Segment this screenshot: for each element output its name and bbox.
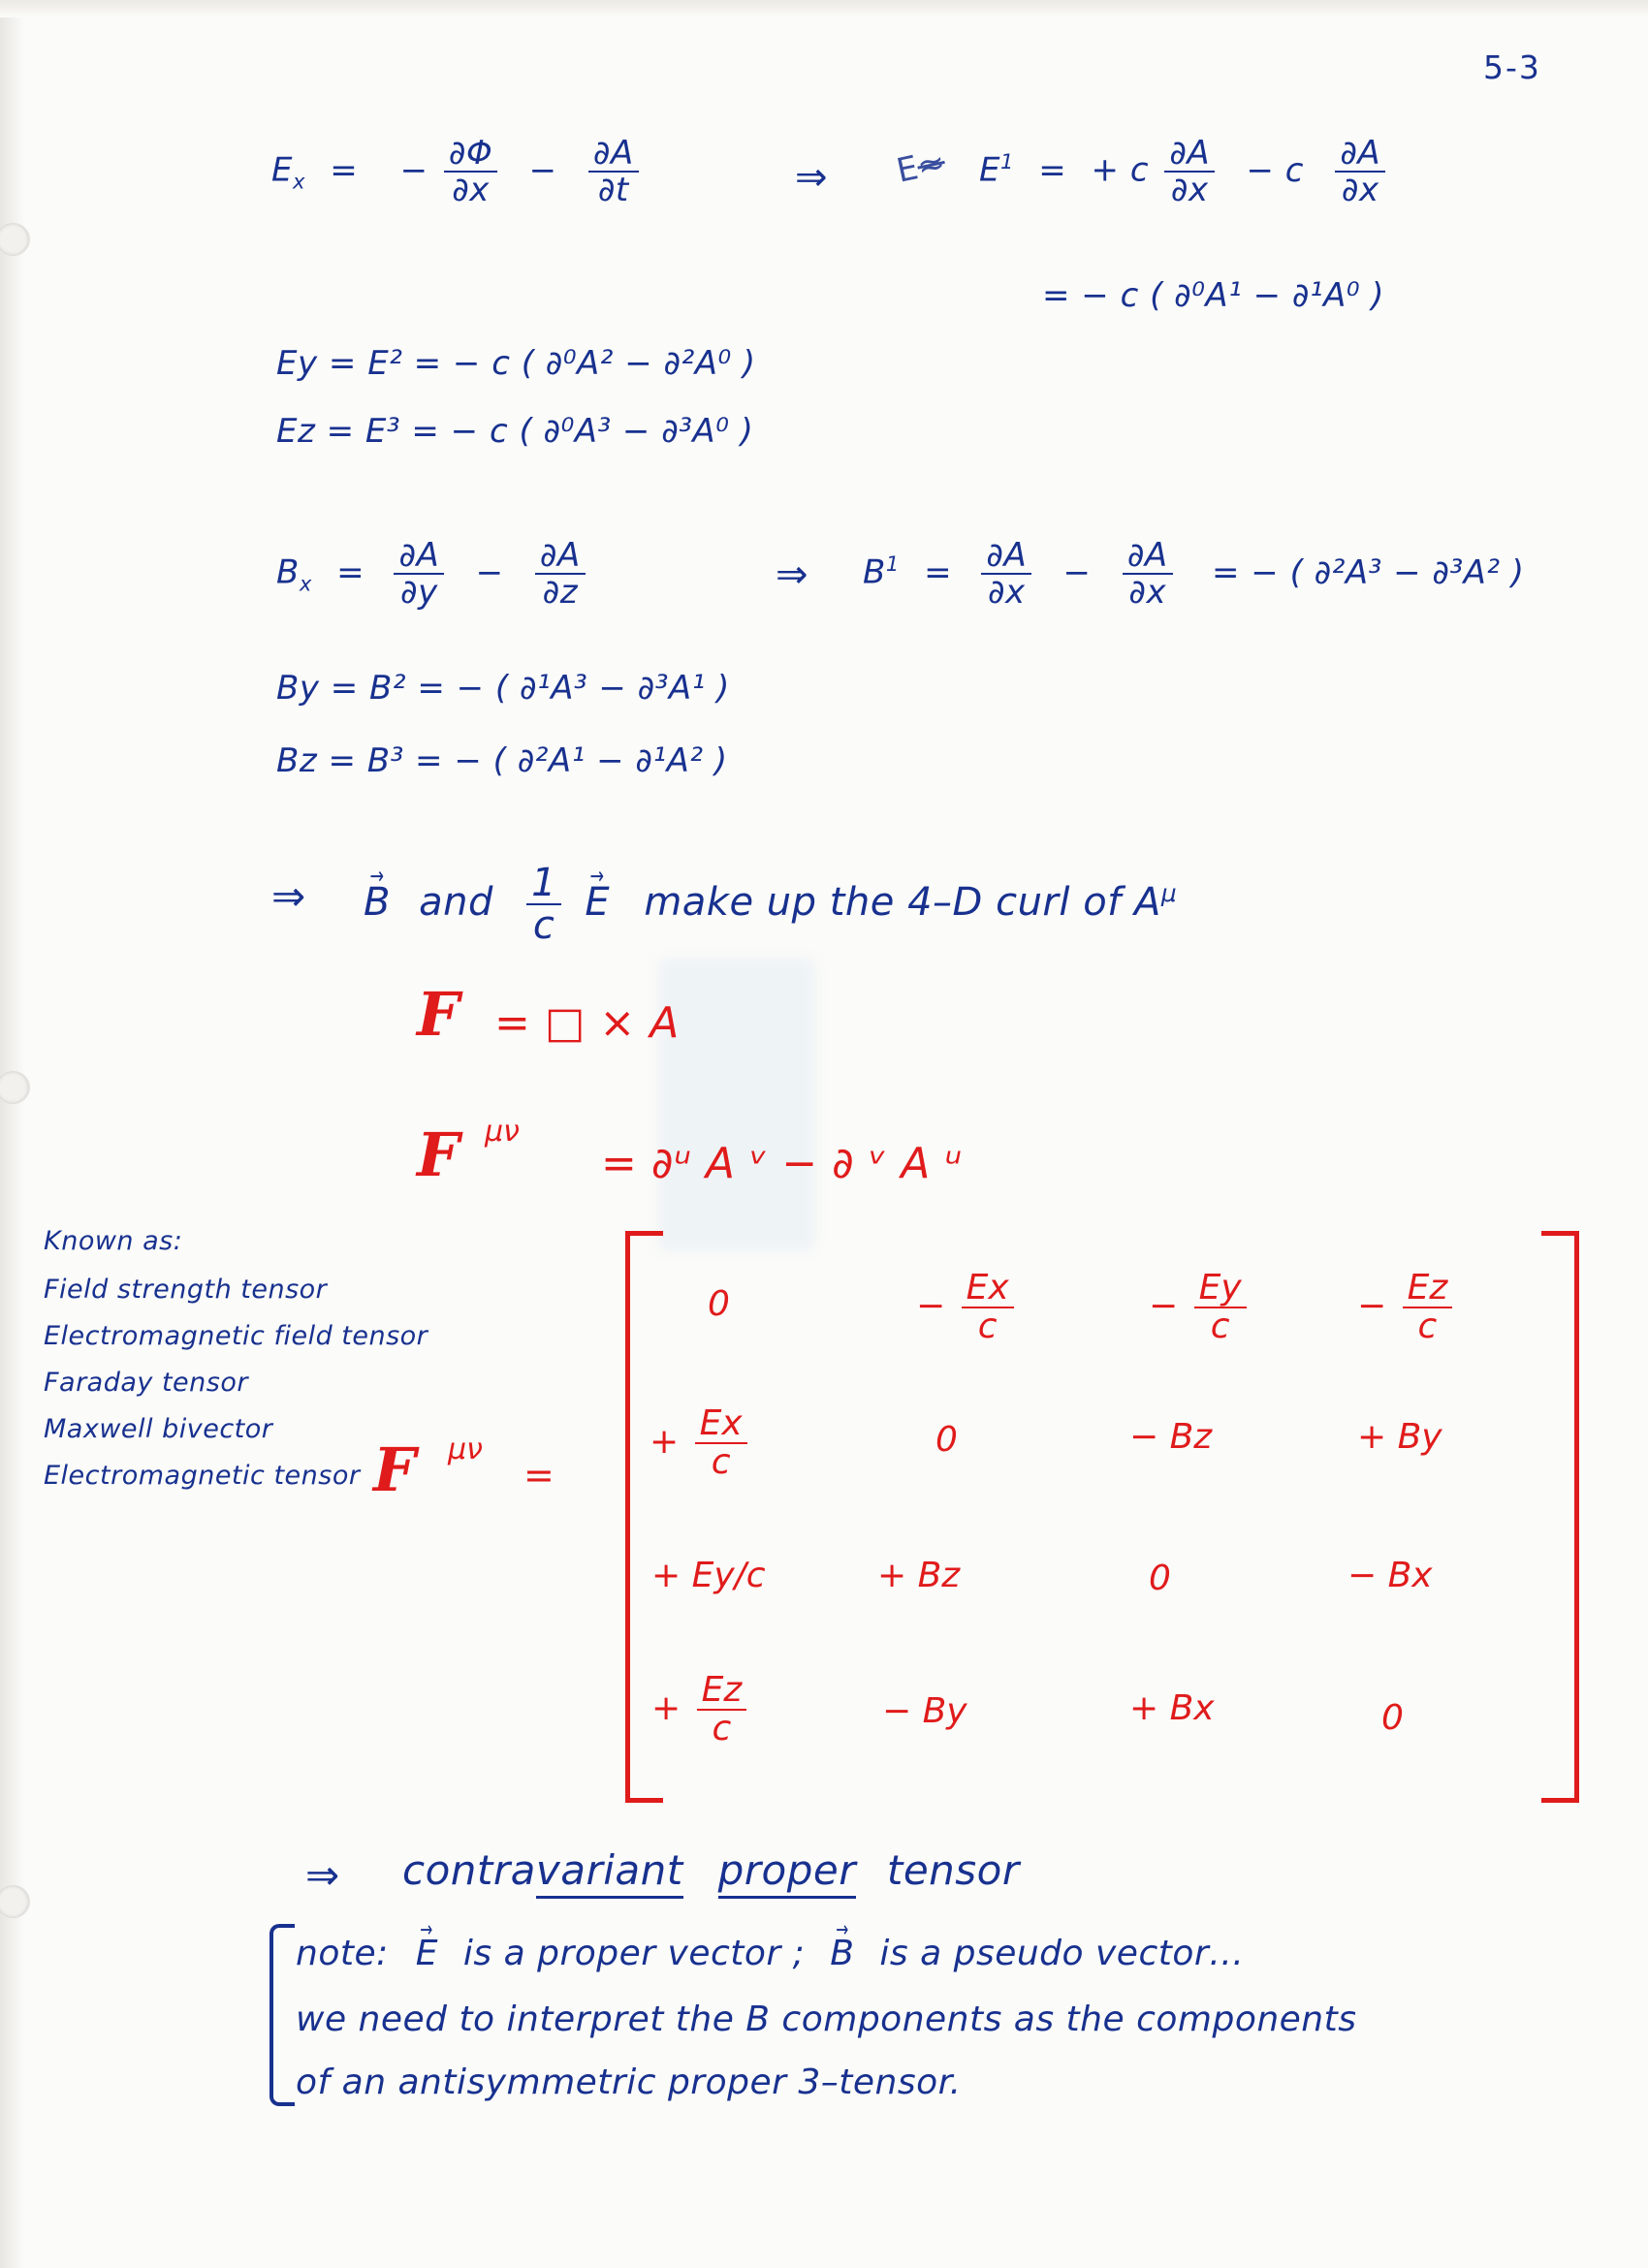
matrix-cell-1-3: [1357, 1417, 1442, 1457]
cell-value: + By: [1357, 1417, 1442, 1457]
note-line-1: [296, 1934, 1245, 1973]
numerator: 1: [531, 861, 557, 905]
note-line-3: of an antisymmetric proper 3–tensor.: [296, 2063, 962, 2102]
matrix-right-bracket: [1541, 1231, 1579, 1803]
bx-subscript: x: [299, 571, 312, 596]
equation-ey: Ey = E² = − c ( ∂⁰A² − ∂²A⁰ ): [276, 344, 756, 383]
matrix-cell-3-2: [1129, 1688, 1215, 1728]
cell-sign: +: [651, 1688, 681, 1729]
e-vector: E →: [585, 880, 610, 925]
note-label: note:: [296, 1934, 389, 1973]
denominator: ∂z: [535, 573, 586, 610]
matrix-cell-0-0: [708, 1284, 730, 1324]
matrix-cell-3-3: [1381, 1698, 1404, 1738]
denominator: ∂x: [981, 573, 1031, 610]
fraction-dA2-dx3: [981, 536, 1031, 613]
and-word: and: [419, 880, 493, 926]
known-as-heading: Known as:: [44, 1226, 183, 1256]
numerator: ∂A: [1169, 134, 1211, 173]
matrix-cell-3-0: [651, 1672, 751, 1748]
equation-by: By = B² = − ( ∂¹A³ − ∂³A¹ ): [276, 669, 730, 708]
cell-value: + Ey/c: [651, 1556, 766, 1595]
equals-sign: =: [330, 150, 359, 190]
implies-arrow-1: ⇒: [795, 155, 828, 200]
fraction-day-dz: [535, 536, 586, 613]
matrix-cell-0-1: [916, 1270, 1019, 1345]
numerator: Ez: [1407, 1268, 1448, 1307]
denominator: c: [1403, 1307, 1453, 1345]
equation-e1: [979, 134, 1390, 210]
numerator: Ey: [1198, 1268, 1242, 1307]
note-line-1-text: is a proper vector ;: [462, 1934, 806, 1973]
implies-arrow-4: ⇒: [305, 1851, 340, 1899]
minus-sign-2: −: [528, 150, 557, 190]
binder-hole: [0, 223, 30, 256]
cell-value: + Bz: [877, 1556, 961, 1595]
note-brace: [269, 1924, 295, 2106]
known-as-item-2: Faraday tensor: [44, 1368, 248, 1398]
numerator: ∂A: [986, 536, 1028, 575]
cell-fraction: [962, 1270, 1014, 1345]
cell-sign: −: [1357, 1286, 1387, 1327]
e-vector: E →: [416, 1934, 438, 1973]
b-vector: B →: [364, 880, 391, 925]
denominator: ∂x: [1123, 573, 1173, 610]
fraction-dA1-dx0: [1335, 134, 1385, 210]
matrix-cell-2-1: [877, 1556, 960, 1595]
equation-e1-simplified: = − c ( ∂⁰A¹ − ∂¹A⁰ ): [1042, 276, 1385, 315]
note-line-2: we need to interpret the B components as the components: [296, 2000, 1357, 2039]
matrix-cell-1-0: [650, 1405, 752, 1481]
fraction-dA3-dx2: [1123, 536, 1173, 613]
implies-arrow-3: ⇒: [271, 872, 306, 920]
matrix-cell-2-0: [651, 1556, 766, 1595]
cell-value: 0: [1381, 1698, 1404, 1738]
page-number: 5-3: [1483, 48, 1541, 86]
implies-arrow-2: ⇒: [776, 552, 808, 597]
page-top-edge: [0, 0, 1648, 17]
matrix-cell-1-2: [1129, 1417, 1212, 1457]
equation-bz: Bz = B³ = − ( ∂²A¹ − ∂¹A² ): [276, 741, 728, 780]
known-as-item-1: Electromagnetic field tensor: [44, 1321, 428, 1351]
ex-subscript: x: [292, 169, 305, 194]
field-tensor-indices-1: μν: [485, 1115, 520, 1149]
cell-fraction: [695, 1405, 747, 1481]
cell-value: − By: [882, 1691, 967, 1731]
numerator: ∂A: [539, 536, 581, 575]
matrix-cell-2-3: [1347, 1556, 1433, 1595]
minus-sign: −: [1062, 552, 1092, 592]
fraction-dphi-dx: [444, 134, 497, 210]
matrix-cell-0-2: [1149, 1270, 1252, 1345]
cell-fraction: [697, 1672, 747, 1748]
note-line-1-tail: is a pseudo vector…: [879, 1934, 1245, 1973]
tensor-definition: = ∂ᵘ A ᵛ − ∂ ᵛ A ᵘ: [601, 1139, 963, 1188]
field-tensor-symbol-2: F: [417, 1119, 460, 1190]
word-proper: proper: [718, 1846, 856, 1899]
fraction-dax-dt: [588, 134, 639, 210]
matrix-label-symbol: F: [373, 1434, 417, 1505]
matrix-cell-3-1: [882, 1691, 967, 1731]
cell-value: 0: [1149, 1559, 1171, 1598]
fraction-one-over-c: [526, 863, 561, 947]
matrix-equals-sign: =: [523, 1454, 555, 1496]
equation-ez: Ez = E³ = − c ( ∂⁰A³ − ∂³A⁰ ): [276, 412, 754, 451]
cell-value: 0: [708, 1284, 730, 1324]
e1-superscript: 1: [999, 149, 1014, 174]
known-as-item-0: Field strength tensor: [44, 1275, 328, 1305]
cell-value: + Bx: [1129, 1688, 1215, 1728]
equals-sign: =: [336, 552, 365, 592]
equals-sign: =: [924, 552, 953, 592]
equation-ex: [271, 134, 644, 210]
numerator: ∂A: [1126, 536, 1168, 575]
matrix-label-indices: μν: [448, 1433, 483, 1466]
word-tensor: tensor: [886, 1846, 1020, 1894]
known-as-item-4: Electromagnetic tensor: [44, 1461, 361, 1491]
cell-value: − Bx: [1347, 1556, 1433, 1595]
bx-label: B: [276, 552, 300, 592]
numerator: ∂Φ: [448, 134, 493, 173]
word-contra: contra: [402, 1846, 536, 1894]
numerator: Ex: [966, 1268, 1009, 1307]
cell-sign: −: [1149, 1286, 1179, 1327]
known-as-item-3: Maxwell bivector: [44, 1414, 273, 1444]
cell-value: 0: [935, 1420, 958, 1460]
denominator: c: [695, 1442, 747, 1481]
b-vector: B →: [830, 1934, 854, 1973]
statement-superscript: μ: [1160, 879, 1178, 908]
denominator: ∂x: [444, 171, 497, 207]
paper-shadow: [659, 960, 814, 1250]
statement-tail: make up the 4–D curl of A: [644, 880, 1161, 926]
equals-sign: =: [1038, 150, 1067, 190]
equation-bx: [276, 536, 590, 613]
denominator: c: [697, 1709, 747, 1748]
word-variant: variant: [536, 1846, 683, 1899]
numerator: ∂A: [398, 536, 440, 575]
equation-b1: [863, 536, 1525, 613]
minus-c: − c: [1246, 150, 1304, 190]
numerator: ∂A: [1340, 134, 1381, 173]
b1-superscript: 1: [885, 551, 900, 577]
e1-label: E: [979, 150, 1000, 190]
binder-hole: [0, 1885, 30, 1918]
cell-fraction: [1194, 1270, 1247, 1345]
cell-sign: −: [916, 1286, 946, 1327]
b1-rhs: = − ( ∂²A³ − ∂³A² ): [1212, 552, 1525, 592]
binder-hole: [0, 1071, 30, 1104]
matrix-cell-1-1: [935, 1420, 958, 1460]
b1-label: B: [863, 552, 886, 592]
field-tensor-symbol-1: F: [417, 979, 460, 1050]
numerator: Ez: [701, 1670, 743, 1710]
matrix-cell-2-2: [1149, 1559, 1171, 1598]
denominator: ∂t: [588, 171, 639, 207]
cell-sign: +: [650, 1422, 680, 1463]
page-left-edge: [0, 0, 25, 2268]
cell-fraction: [1403, 1270, 1453, 1345]
curl-equation: = □ × A: [494, 998, 680, 1048]
fraction-daz-dy: [394, 536, 444, 613]
contravariant-caption: [402, 1846, 1020, 1894]
numerator: Ex: [699, 1403, 743, 1443]
crossed-out-scribble: E≈: [893, 142, 949, 191]
e1-lead: + c: [1091, 150, 1150, 190]
denominator: ∂y: [394, 573, 444, 610]
minus-sign: −: [475, 552, 504, 592]
minus-sign: −: [399, 150, 428, 190]
denominator: c: [962, 1307, 1014, 1345]
fraction-dA0-dx1: [1164, 134, 1215, 210]
denominator: c: [526, 903, 561, 946]
denominator: ∂x: [1335, 171, 1385, 207]
statement-4d-curl: [364, 863, 1177, 947]
matrix-cell-0-3: [1357, 1270, 1457, 1345]
numerator: ∂A: [592, 134, 634, 173]
denominator: c: [1194, 1307, 1247, 1345]
cell-value: − Bz: [1129, 1417, 1213, 1457]
denominator: ∂x: [1164, 171, 1215, 207]
ex-label: E: [271, 150, 293, 190]
